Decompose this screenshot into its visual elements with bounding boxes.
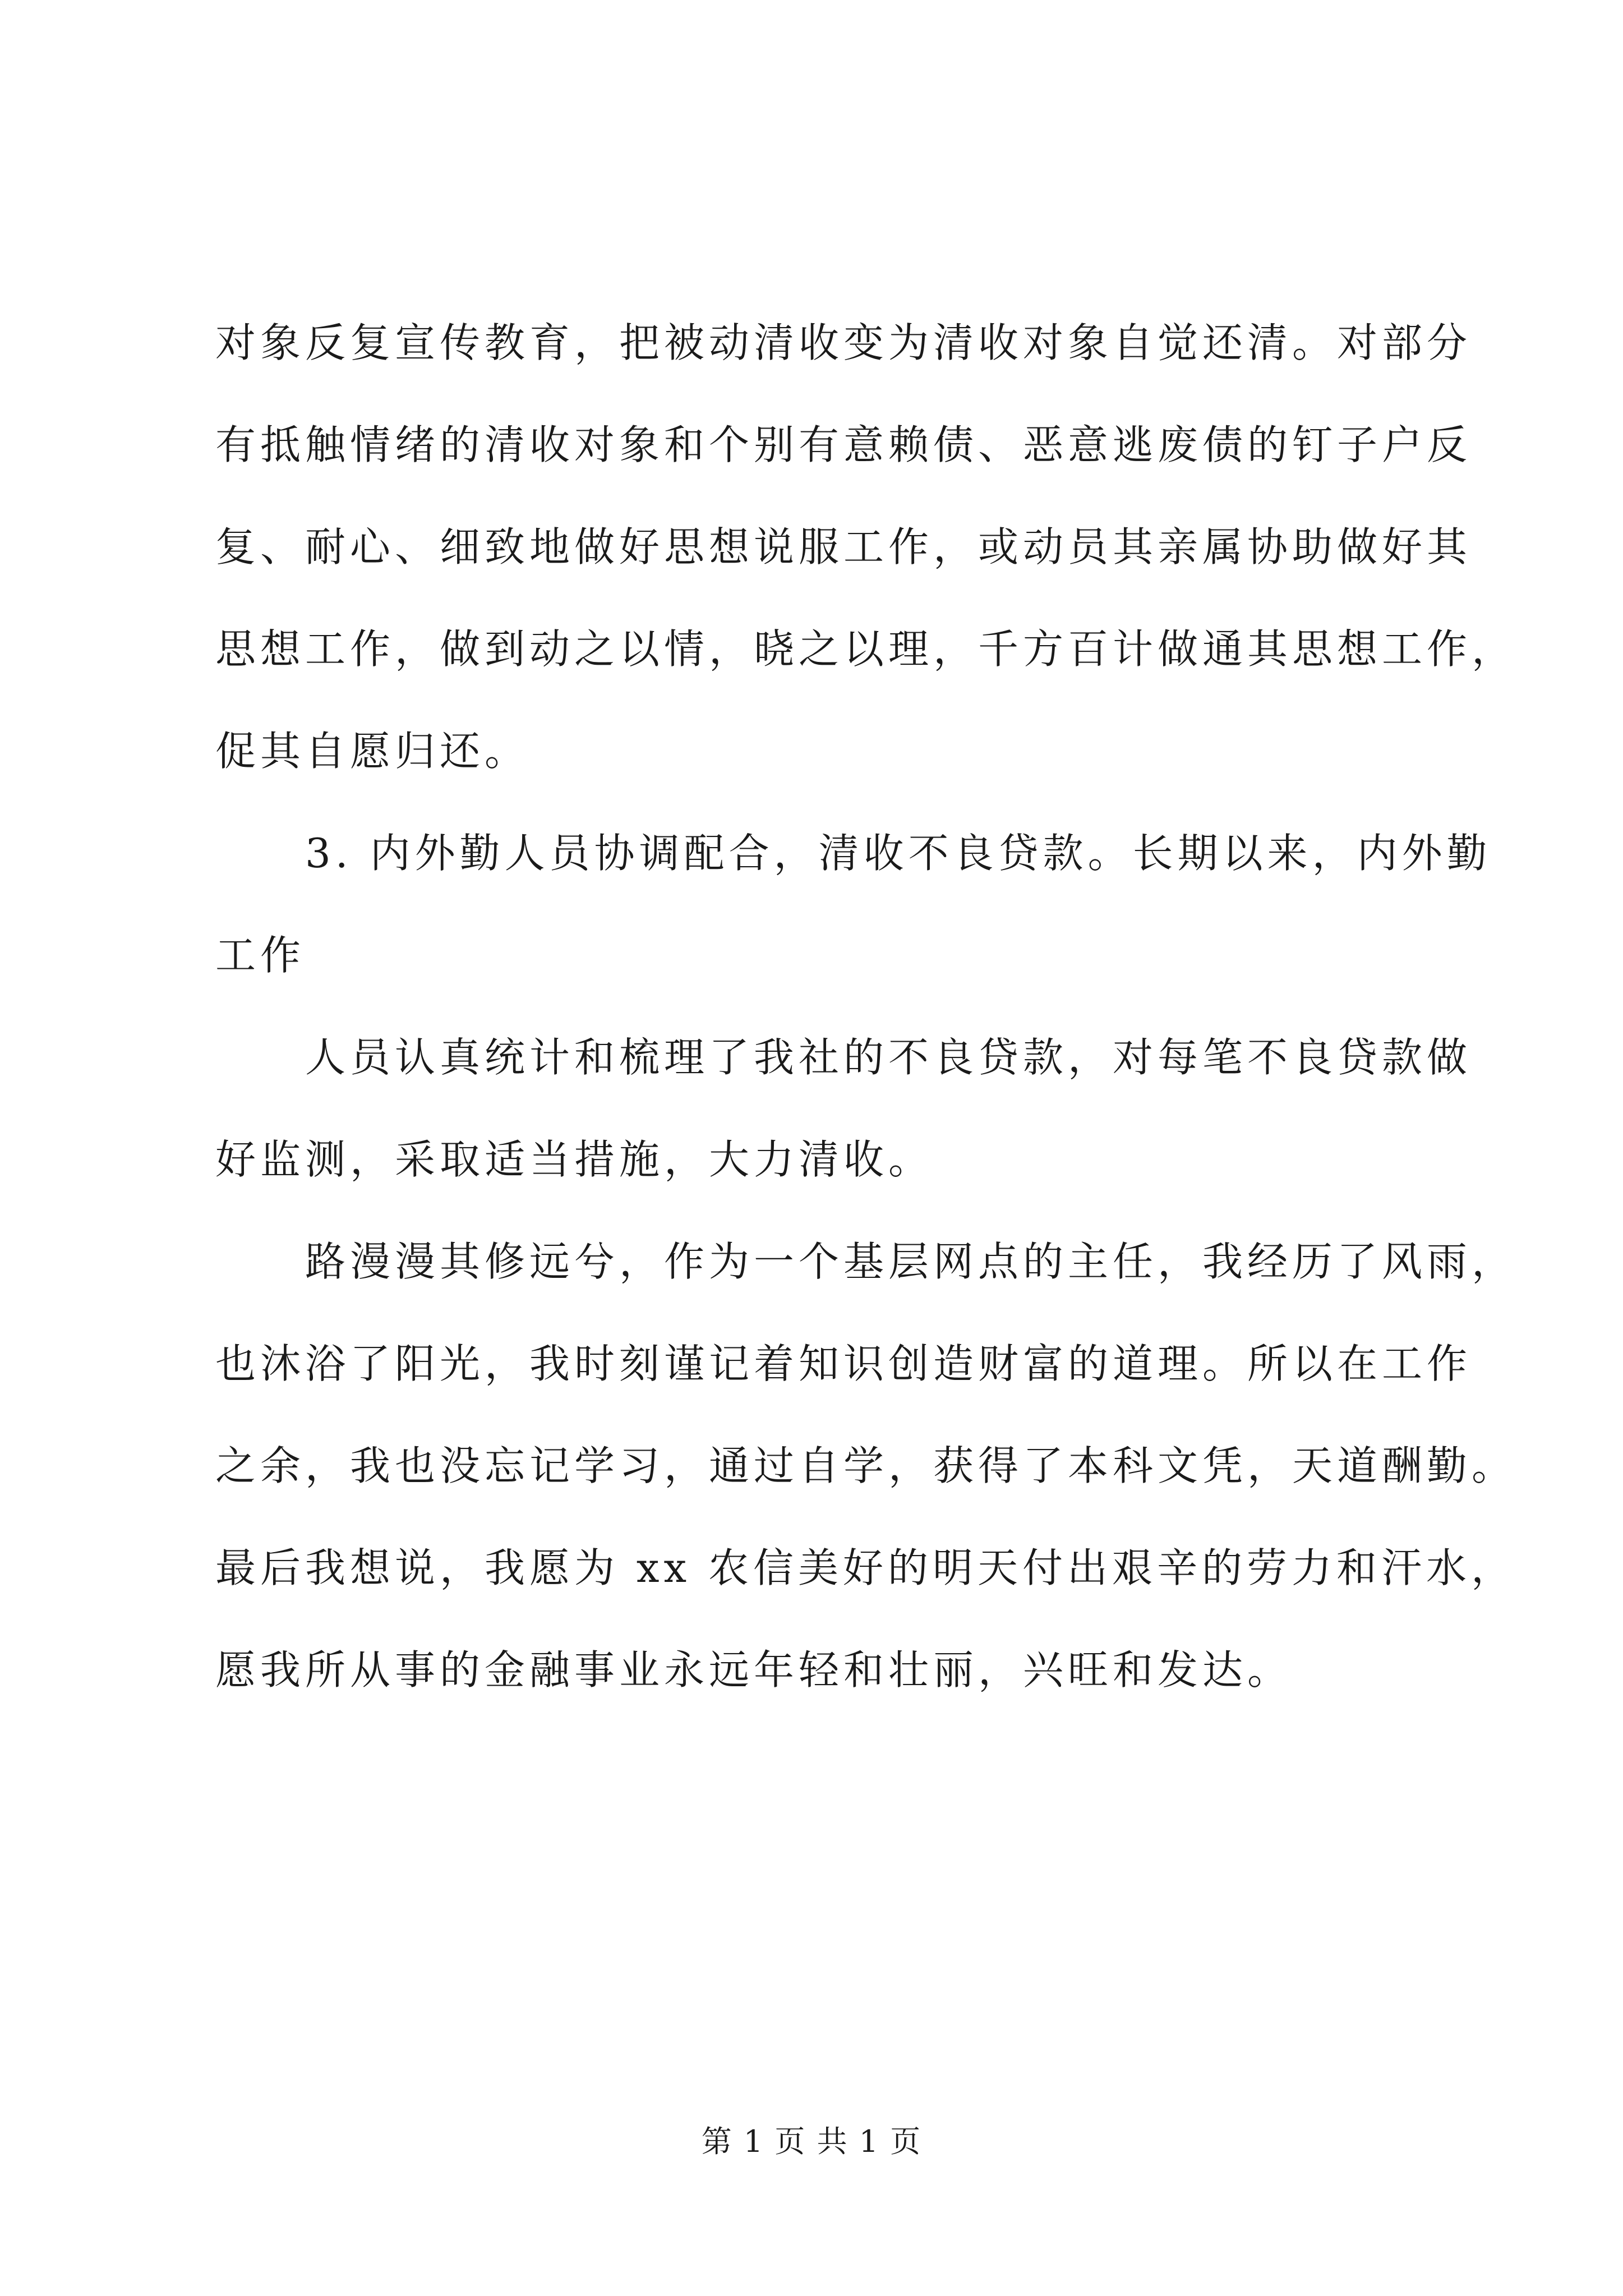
paragraph-line: 促其自愿归还。 xyxy=(215,728,530,775)
paragraph-4 xyxy=(215,1211,1517,1721)
paragraph-line: 之余，我也没忘记学习，通过自学，获得了本科文凭，天道酬勤。 xyxy=(215,1442,1517,1489)
paragraph-line: 路漫漫其修远兮，作为一个基层网点的主任，我经历了风雨， xyxy=(305,1238,1517,1285)
paragraph-1 xyxy=(215,292,1517,802)
paragraph-line: 3. 内外勤人员协调配合，清收不良贷款。长期以来，内外勤 xyxy=(305,830,1492,877)
paragraph-line: 工作 xyxy=(215,932,306,979)
page-number-footer: 第 1 页 共 1 页 xyxy=(701,2124,922,2159)
paragraph-3 xyxy=(215,1006,1472,1211)
paragraph-line: 复、耐心、细致地做好思想说服工作，或动员其亲属协助做好其 xyxy=(215,523,1472,570)
paragraph-line: 对象反复宣传教育，把被动清收变为清收对象自觉还清。对部分 xyxy=(215,319,1472,366)
paragraph-line: 好监测，采取适当措施，大力清收。 xyxy=(215,1136,934,1183)
paragraph-line: 思想工作，做到动之以情，晓之以理，千方百计做通其思想工作， xyxy=(215,625,1517,673)
paragraph-line: 有抵触情绪的清收对象和个别有意赖债、恶意逃废债的钉子户反 xyxy=(215,421,1472,468)
paragraph-line: 愿我所从事的金融事业永远年轻和壮丽，兴旺和发达。 xyxy=(215,1646,1293,1694)
paragraph-line: 最后我想说，我愿为 xx 农信美好的明天付出艰辛的劳力和汗水， xyxy=(215,1544,1516,1591)
paragraph-line: 人员认真统计和梳理了我社的不良贷款，对每笔不良贷款做 xyxy=(305,1034,1472,1081)
paragraph-2 xyxy=(215,802,1492,1006)
paragraph-line: 也沐浴了阳光，我时刻谨记着知识创造财富的道理。所以在工作 xyxy=(215,1340,1472,1387)
document-body xyxy=(215,292,1517,1721)
